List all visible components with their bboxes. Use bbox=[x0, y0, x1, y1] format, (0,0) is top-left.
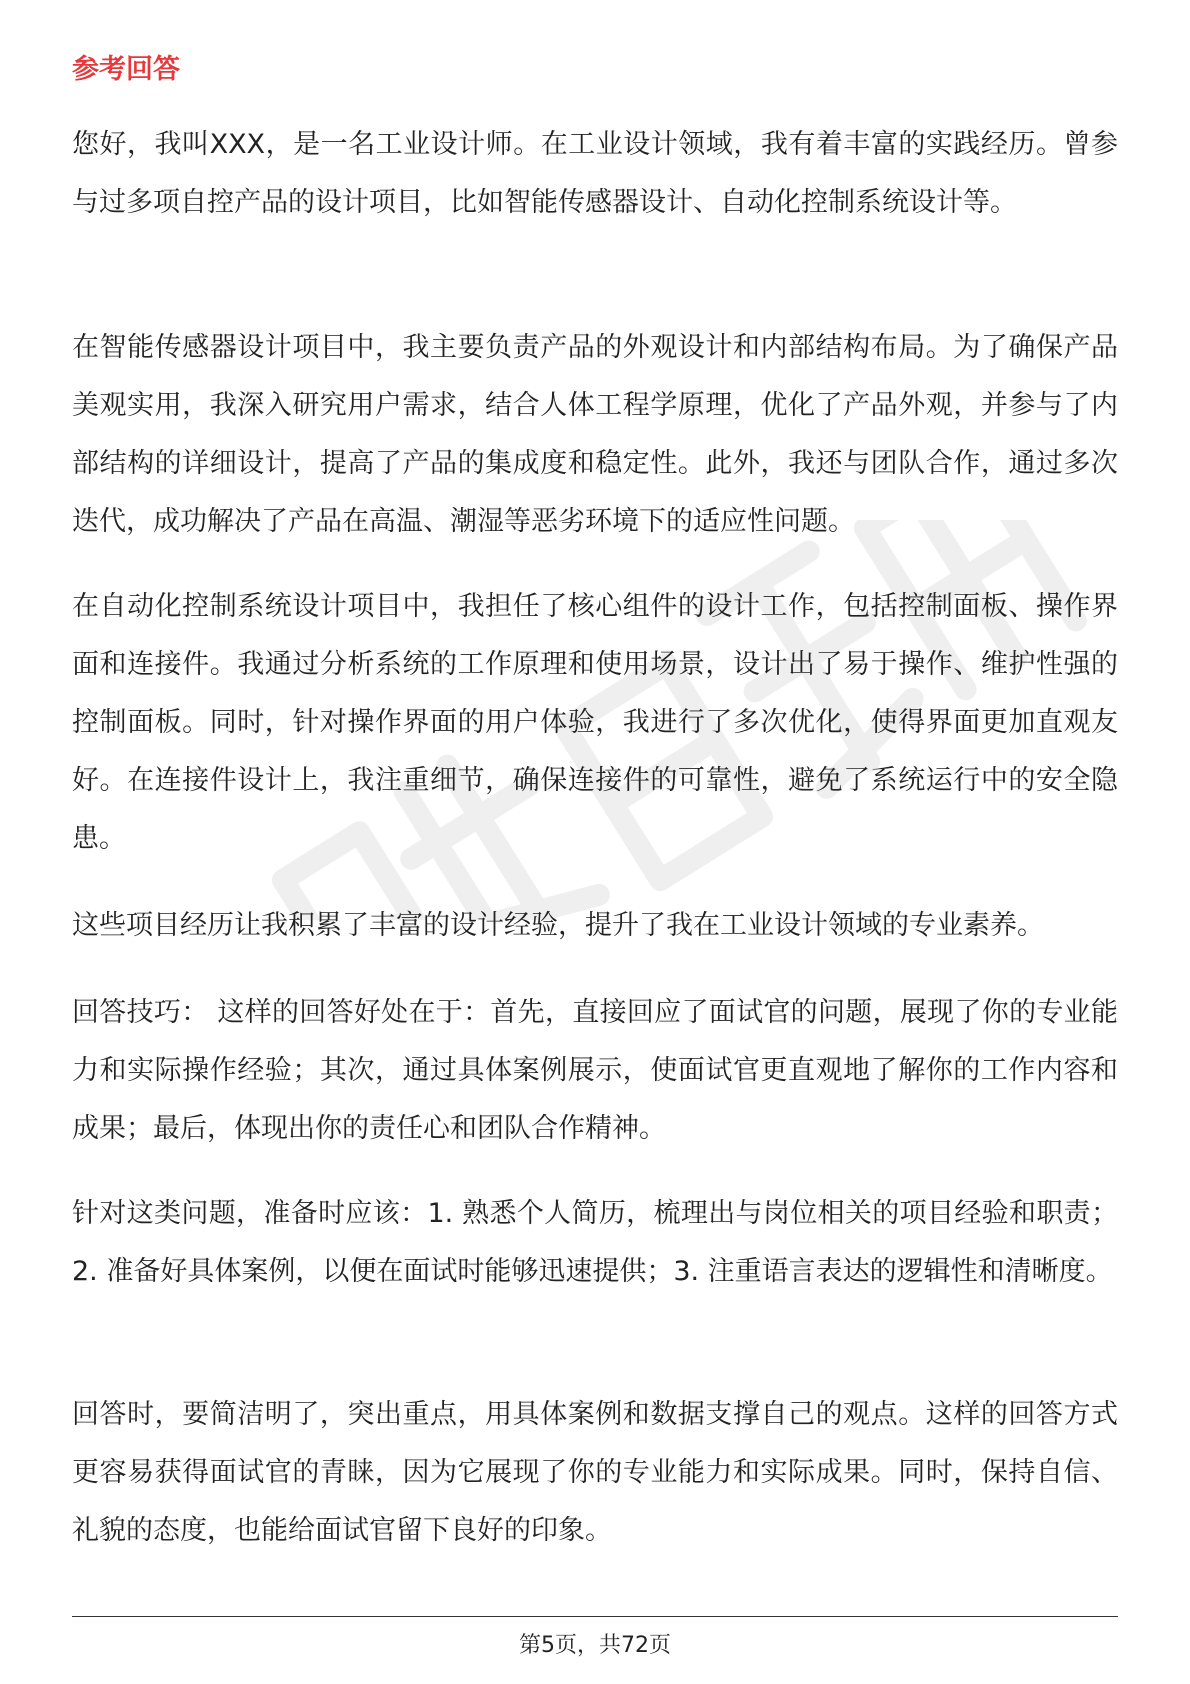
paragraph-control-system-project: 在自动化控制系统设计项目中，我担任了核心组件的设计工作，包括控制面板、操作界面和连接件。我通过分析系统的工作原理和使用场景，设计出了易于操作、维护性强的控制面板。同时，针对操作界面的用户体验，我进行了多次优化，使得界面更加直观友好。在连接件设计上，我注重细节，确保连接件的可靠性，避免了系统运行中的安全隐患。 bbox=[72, 591, 1118, 854]
paragraph-preparation: 针对这类问题，准备时应该：1. 熟悉个人简历，梳理出与岗位相关的项目经验和职责；2. 准备好具体案例，以便在面试时能够迅速提供；3. 注重语言表达的逻辑性和清晰度。 bbox=[72, 1198, 1118, 1287]
page-number: 第5页，共72页 bbox=[519, 1633, 671, 1658]
section-title: 参考回答 bbox=[72, 54, 180, 85]
paragraph-intro: 您好，我叫XXX，是一名工业设计师。在工业设计领域，我有着丰富的实践经历。曾参与过多项自控产品的设计项目，比如智能传感器设计、自动化控制系统设计等。 bbox=[72, 129, 1118, 218]
paragraph-summary: 这些项目经历让我积累了丰富的设计经验，提升了我在工业设计领域的专业素养。 bbox=[72, 910, 1044, 941]
paragraph-sensor-project: 在智能传感器设计项目中，我主要负责产品的外观设计和内部结构布局。为了确保产品美观实用，我深入研究用户需求，结合人体工程学原理，优化了产品外观，并参与了内部结构的详细设计，提高了产品的集成度和稳定性。此外，我还与团队合作，通过多次迭代，成功解决了产品在高温、潮湿等恶劣环境下的适应性问题。 bbox=[72, 332, 1118, 537]
paragraph-answer-advice: 回答时，要简洁明了，突出重点，用具体案例和数据支撑自己的观点。这样的回答方式更容易获得面试官的青睐，因为它展现了你的专业能力和实际成果。同时，保持自信、礼貌的态度，也能给面试官留下良好的印象。 bbox=[72, 1399, 1118, 1546]
footer-divider bbox=[72, 1616, 1118, 1617]
paragraph-answer-tips: 回答技巧： 这样的回答好处在于：首先，直接回应了面试官的问题，展现了你的专业能力和实际操作经验；其次，通过具体案例展示，使面试官更直观地了解你的工作内容和成果；最后，体现出你的责任心和团队合作精神。 bbox=[72, 997, 1118, 1144]
